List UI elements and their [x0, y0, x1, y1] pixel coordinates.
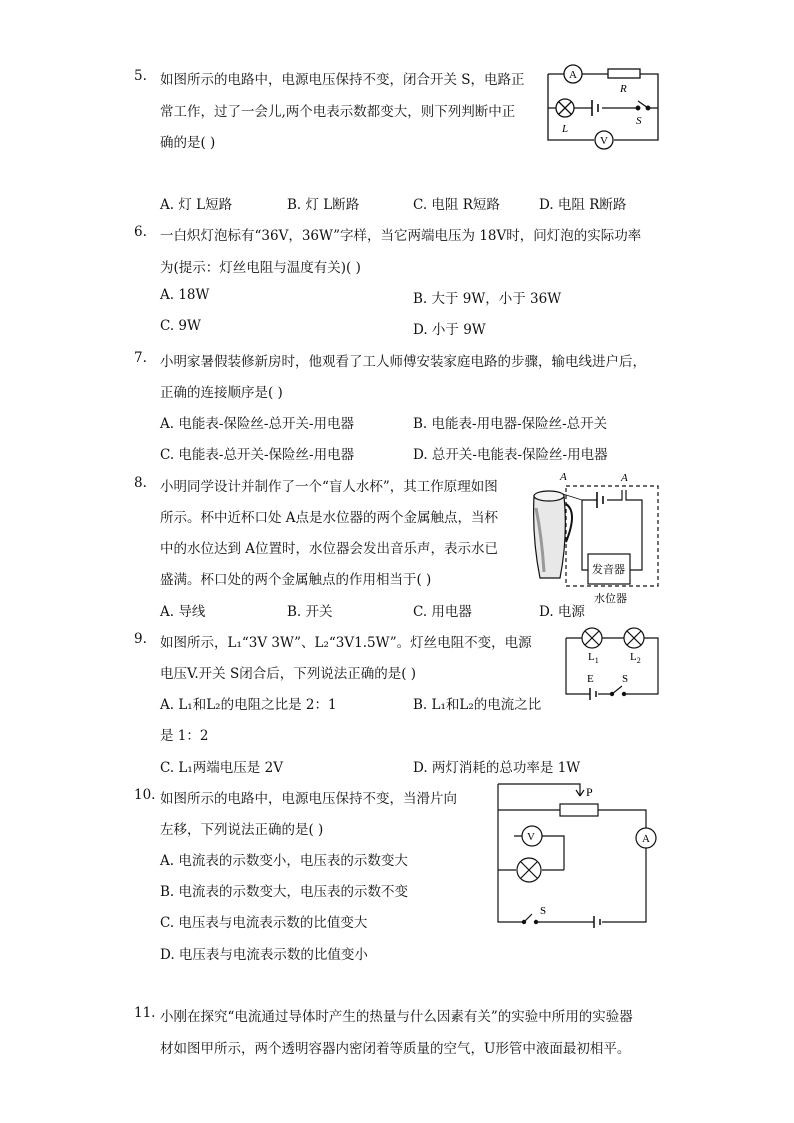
option-d: D. 小于 9W	[413, 322, 486, 338]
question-text: 为(提示：灯丝电阻与温度有关)( )	[160, 260, 361, 276]
option-c: C. 电能表-总开关-保险丝-用电器	[160, 447, 355, 463]
option-c: C. 用电器	[413, 604, 472, 620]
question-number: 9.	[134, 631, 147, 647]
lamp-l1-label: $L_1$	[588, 651, 599, 665]
option-a: A. 电流表的示数变小，电压表的示数变大	[160, 853, 408, 869]
option-d: D. 电压表与电流表示数的比值变小	[160, 947, 368, 963]
voltmeter-label: V	[527, 831, 535, 843]
question-text: 材如图甲所示，两个透明容器内密闭着等质量的空气，U形管中液面最初相平。	[160, 1041, 631, 1057]
question-text: 所示。杯中近杯口处 A点是水位器的两个金属触点，当杯	[160, 510, 499, 526]
question-text: 如图所示，L₁“3V 3W”、L₂“3V1.5W”。灯丝电阻不变，电源	[160, 635, 532, 651]
ammeter-label: A	[642, 833, 650, 845]
question-text: 小明同学设计并制作了一个“盲人水杯”，其工作原理如图	[160, 479, 498, 495]
question-text: 如图所示的电路中，电源电压保持不变，当滑片向	[160, 791, 457, 807]
option-a: A. 18W	[160, 287, 210, 303]
lamp-l2-label: $L_2$	[630, 651, 641, 665]
question-number: 6.	[134, 224, 147, 240]
option-a: A. 灯 L短路	[160, 197, 233, 213]
option-d: D. 电阻 R断路	[539, 197, 627, 213]
slider-label: P	[586, 785, 593, 799]
ammeter-label: A	[569, 69, 577, 81]
question-number: 11.	[134, 1005, 156, 1021]
question-text: 一白炽灯泡标有“36V，36W”字样，当它两端电压为 18V时，问灯泡的实际功率	[160, 228, 642, 244]
question-text: 如图所示的电路中，电源电压保持不变，闭合开关 S，电路正	[160, 72, 525, 88]
option-b: B. 电能表-用电器-保险丝-总开关	[413, 416, 608, 432]
option-b: B. 电流表的示数变大，电压表的示数不变	[160, 884, 409, 900]
option-b: B. 开关	[287, 604, 333, 620]
circuit-diagram-q5	[540, 60, 666, 155]
option-c: C. 电压表与电流表示数的比值变大	[160, 915, 368, 931]
option-a: A. 导线	[160, 604, 206, 620]
question-number: 5.	[134, 68, 147, 84]
option-a: A. L₁和L₂的电阻之比是 2：1	[160, 697, 337, 713]
voltmeter-label: V	[600, 135, 608, 147]
question-text: 正确的连接顺序是( )	[160, 385, 283, 401]
question-text: 小刚在探究“电流通过导体时产生的热量与什么因素有关”的实验中所用的实验器	[160, 1009, 633, 1025]
switch-label: S	[622, 673, 629, 685]
question-text: 常工作，过了一会儿,两个电表示数都变大，则下列判断中正	[160, 104, 516, 120]
option-b: B. 灯 L断路	[287, 197, 360, 213]
option-c: C. 9W	[160, 318, 201, 334]
question-number: 7.	[134, 350, 147, 366]
question-text: 确的是( )	[160, 135, 216, 151]
question-text: 盛满。杯口处的两个金属触点的作用相当于( )	[160, 572, 432, 588]
sounder-label: 发音器	[592, 564, 625, 576]
option-c: C. 电阻 R短路	[413, 197, 500, 213]
circuit-diagram-q10	[490, 780, 660, 928]
option-b: B. L₁和L₂的电流之比	[413, 697, 542, 713]
option-b-continued: 是 1：2	[160, 728, 209, 744]
question-text: 中的水位达到 A位置时，水位器会发出音乐声，表示水已	[160, 541, 499, 557]
question-number: 10.	[134, 787, 156, 803]
contact-label-a: A	[560, 471, 567, 483]
option-b: B. 大于 9W，小于 36W	[413, 291, 562, 307]
option-d: D. 总开关-电能表-保险丝-用电器	[413, 447, 608, 463]
option-d: D. 两灯消耗的总功率是 1W	[413, 760, 581, 776]
switch-label: S	[636, 115, 642, 127]
option-c: C. L₁两端电压是 2V	[160, 760, 283, 776]
switch-label: S	[540, 905, 547, 917]
circuit-diagram-q9	[560, 626, 664, 702]
option-a: A. 电能表-保险丝-总开关-用电器	[160, 416, 355, 432]
question-text: 左移，下列说法正确的是( )	[160, 822, 324, 838]
water-cup-diagram	[522, 468, 666, 608]
lamp-label: L	[562, 123, 569, 135]
question-number: 8.	[134, 475, 147, 491]
resistor-label: R	[620, 83, 627, 95]
question-text: 小明家暑假装修新房时，他观看了工人师傅安装家庭电路的步骤，输电线进户后，	[160, 354, 646, 370]
battery-label: E	[587, 673, 594, 685]
contact-label-a: A	[621, 472, 628, 484]
figure-caption: 水位器	[594, 593, 627, 605]
option-d: D. 电源	[539, 604, 585, 620]
question-text: 电压V.开关 S闭合后，下列说法正确的是( )	[160, 666, 417, 682]
